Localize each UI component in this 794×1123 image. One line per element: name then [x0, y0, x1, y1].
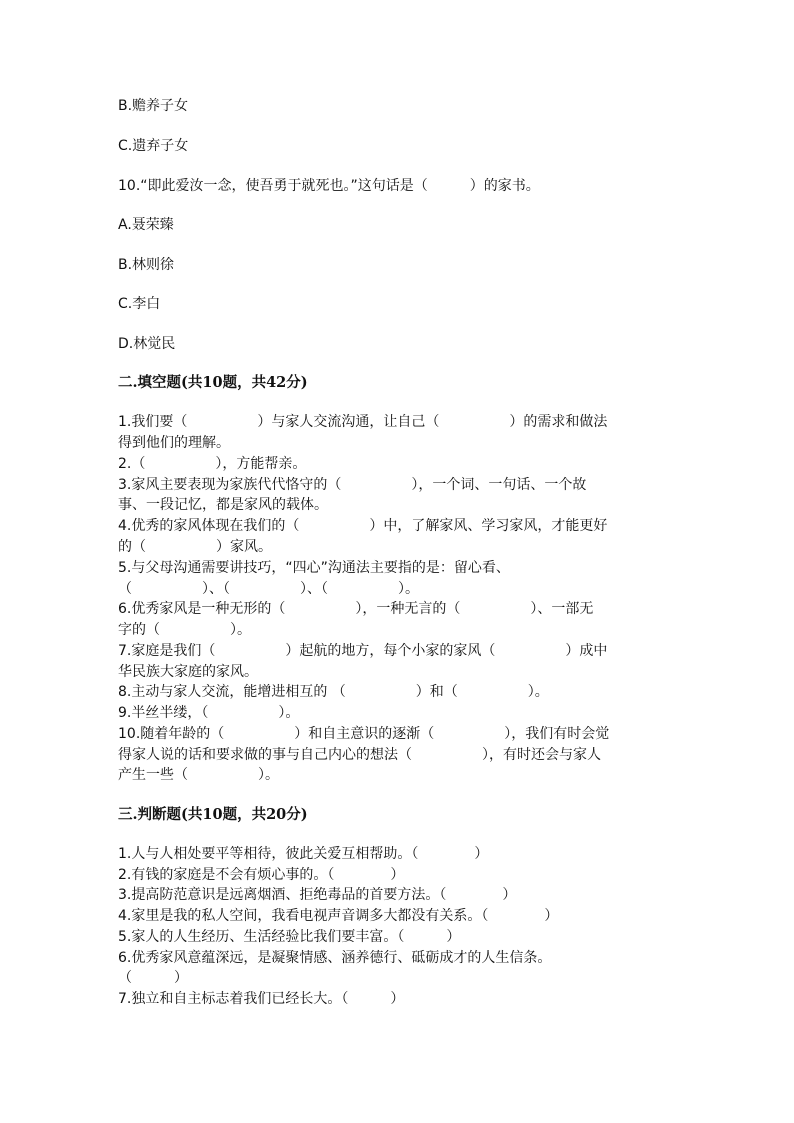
- q10-option-b: B.林则徐: [118, 257, 175, 273]
- q9-option-c: C.遗弃子女: [118, 138, 189, 154]
- fill-line: 8.主动与家人交流，能增进相互的 （ ）和（ ）。: [118, 684, 549, 700]
- judge-line: 1.人与人相处要平等相待，彼此关爱互相帮助。（ ）: [118, 846, 489, 862]
- fill-line: 事、一段记忆，都是家风的载体。: [118, 497, 328, 513]
- fill-line: 6.优秀家风是一种无形的（ ），一种无言的（ ）、一部无: [118, 601, 594, 617]
- fill-line: 1.我们要（ ）与家人交流沟通，让自己（ ）的需求和做法: [118, 414, 608, 430]
- q10-option-d: D.林觉民: [118, 336, 176, 352]
- fill-line: 字的（ ）。: [118, 622, 251, 638]
- fill-line: 华民族大家庭的家风。: [118, 664, 258, 680]
- fill-line: 10.随着年龄的（ ）和自主意识的逐渐（ ），我们有时会觉: [118, 726, 610, 742]
- fill-line: 4.优秀的家风体现在我们的（ ）中，了解家风、学习家风，才能更好: [118, 518, 608, 534]
- judge-line: 2.有钱的家庭是不会有烦心事的。（ ）: [118, 867, 405, 883]
- fill-line: 得家人说的话和要求做的事与自己内心的想法（ ），有时还会与家人: [118, 747, 601, 763]
- fill-line: （ ）、（ ）、（ ）。: [118, 581, 419, 597]
- fill-line: 7.家庭是我们（ ）起航的地方，每个小家的家风（ ）成中: [118, 643, 608, 659]
- fill-line: 产生一些（ ）。: [118, 767, 279, 783]
- q10-option-a: A.聂荣臻: [118, 217, 174, 233]
- section2-heading: 二.填空题(共10题，共42分): [118, 374, 308, 391]
- fill-line: 的（ ）家风。: [118, 539, 272, 555]
- fill-line: 得到他们的理解。: [118, 435, 230, 451]
- fill-line: 2.（ ），方能帮亲。: [118, 456, 307, 472]
- judge-line: 3.提高防范意识是远离烟酒、拒绝毒品的首要方法。（ ）: [118, 887, 517, 903]
- judge-line: 4.家里是我的私人空间，我看电视声音调多大都没有关系。（ ）: [118, 908, 559, 924]
- q10-option-c: C.李白: [118, 296, 161, 312]
- fill-line: 9.半丝半缕，（ ）。: [118, 705, 300, 721]
- judge-line: 7.独立和自主标志着我们已经长大。（ ）: [118, 991, 405, 1007]
- judge-line: （ ）: [118, 970, 188, 986]
- q10-stem: 10.“即此爱汝一念，使吾勇于就死也。”这句话是（ ）的家书。: [118, 178, 540, 194]
- fill-line: 3.家风主要表现为家族代代恪守的（ ），一个词、一句话、一个故: [118, 477, 587, 493]
- judge-line: 5.家人的人生经历、生活经验比我们要丰富。（ ）: [118, 929, 461, 945]
- judge-line: 6.优秀家风意蕴深远，是凝聚情感、涵养德行、砥砺成才的人生信条。: [118, 950, 552, 966]
- fill-line: 5.与父母沟通需要讲技巧，“四心”沟通法主要指的是：留心看、: [118, 560, 510, 576]
- q9-option-b: B.赡养子女: [118, 98, 189, 114]
- section3-heading: 三.判断题(共10题，共20分): [118, 806, 308, 823]
